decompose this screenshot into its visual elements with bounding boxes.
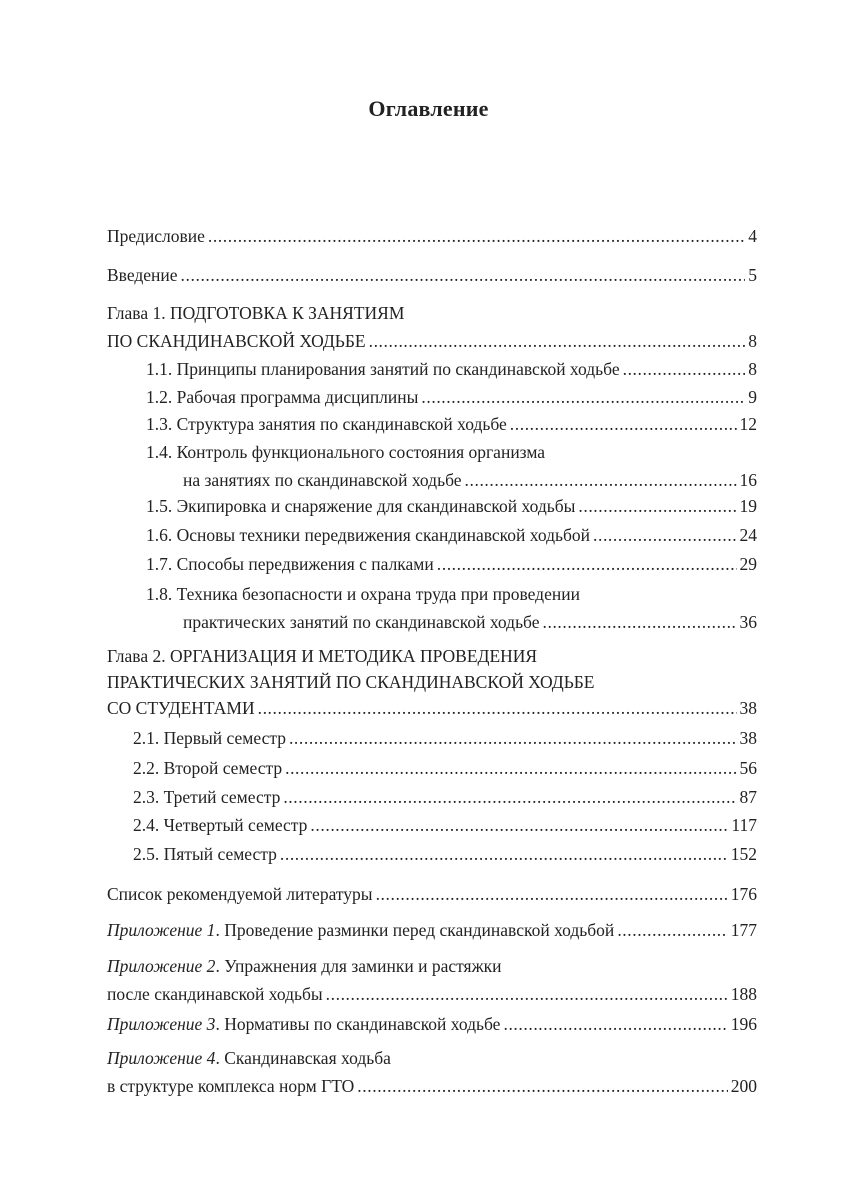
dot-leader (258, 695, 737, 721)
toc-entry-text: 1.2. Рабочая программа дисциплины (146, 387, 419, 407)
toc-entry-text: 1.5. Экипировка и снаряжение для скандинавской ходьбы (146, 496, 576, 516)
dot-leader (593, 521, 737, 549)
toc-entry-section-2-4[interactable] (133, 811, 757, 839)
toc-entry-text: 1.7. Способы передвижения с палками (146, 554, 434, 574)
dot-leader (543, 608, 737, 636)
dot-leader (510, 410, 737, 438)
toc-entry-section-1-4[interactable] (146, 438, 757, 494)
dot-leader (289, 724, 737, 752)
toc-page-number: 38 (739, 728, 757, 748)
toc-entry-text-line2: практических занятий по скандинавской ходьбе (183, 612, 540, 632)
toc-entry-text-line2: после скандинавской ходьбы (107, 984, 323, 1004)
dot-leader (623, 355, 746, 383)
toc-entry-text-line2: на занятиях по скандинавской ходьбе (183, 470, 462, 490)
toc-entry-text: 1.6. Основы техники передвижения скандинавской ходьбой (146, 525, 590, 545)
toc-entry-text: 2.5. Пятый семестр (133, 844, 277, 864)
toc-entry-text-line3: СО СТУДЕНТАМИ (107, 698, 255, 718)
page-title: Оглавление (368, 96, 489, 121)
toc-page-number: 38 (739, 698, 757, 718)
toc-page-number: 8 (748, 331, 757, 351)
toc-entry-text-line1: . Скандинавская ходьба (215, 1048, 391, 1068)
toc-entry-section-1-3[interactable] (146, 410, 757, 438)
toc-page-number: 4 (748, 226, 757, 246)
toc-entry-appendix-2[interactable] (107, 952, 757, 1008)
toc-entry-text: Список рекомендуемой литературы (107, 884, 373, 904)
toc-entry-section-2-3[interactable] (133, 783, 757, 811)
toc-entry-text-line2: ПО СКАНДИНАВСКОЙ ХОДЬБЕ (107, 331, 366, 351)
toc-entry-chapter-1[interactable] (107, 299, 757, 355)
toc-entry-text: 2.4. Четвертый семестр (133, 815, 308, 835)
toc-page-number: 196 (730, 1014, 757, 1034)
toc-page-number: 24 (739, 525, 757, 545)
toc-entry-text-line2: в структуре комплекса норм ГТО (107, 1076, 355, 1096)
dot-leader (280, 840, 728, 868)
dot-leader (578, 492, 736, 520)
toc-page-number: 176 (730, 884, 757, 904)
toc-entry-text-line1: 1.4. Контроль функционального состояния организма (146, 442, 546, 462)
toc-page-number: 9 (748, 387, 757, 407)
dot-leader (283, 783, 736, 811)
toc-page-number: 5 (748, 265, 757, 285)
toc-entry-text-line1: Глава 2. ОРГАНИЗАЦИЯ И МЕТОДИКА ПРОВЕДЕНИЯ (107, 646, 538, 666)
toc-entry-section-1-7[interactable] (146, 550, 757, 578)
toc-entry-section-2-2[interactable] (133, 754, 757, 782)
toc-entry-section-1-8[interactable] (146, 580, 757, 636)
toc-entry-appendix-4[interactable] (107, 1044, 757, 1100)
dot-leader (181, 261, 746, 289)
toc-page-number: 152 (730, 844, 757, 864)
toc-page-number: 36 (739, 612, 757, 632)
toc-entry-section-1-2[interactable] (146, 383, 757, 411)
dot-leader (421, 383, 745, 411)
toc-entry-section-1-6[interactable] (146, 521, 757, 549)
toc-page-number: 188 (730, 984, 757, 1004)
appendix-label: Приложение 1 (107, 920, 216, 940)
toc-entry-text: 2.1. Первый семестр (133, 728, 286, 748)
toc-entry-text: Предисловие (107, 226, 205, 246)
toc-page-number: 87 (739, 787, 757, 807)
toc-entry-introduction[interactable] (107, 261, 757, 289)
toc-page-number: 117 (731, 815, 757, 835)
dot-leader (617, 916, 727, 944)
dot-leader (326, 980, 728, 1008)
dot-leader (285, 754, 736, 782)
toc-page-number: 16 (739, 470, 757, 490)
dot-leader (357, 1072, 727, 1100)
toc-page-number: 29 (739, 554, 757, 574)
dot-leader (208, 222, 745, 250)
toc-entry-section-2-1[interactable] (133, 724, 757, 752)
toc-entry-references[interactable] (107, 880, 757, 908)
toc-entry-text: 1.1. Принципы планирования занятий по скандинавской ходьбе (146, 359, 620, 379)
toc-entry-text-line1: Глава 1. ПОДГОТОВКА К ЗАНЯТИЯМ (107, 303, 405, 323)
toc-page-number: 200 (730, 1076, 757, 1096)
toc-entry-text: 1.3. Структура занятия по скандинавской ходьбе (146, 414, 507, 434)
dot-leader (310, 811, 728, 839)
appendix-label: Приложение 3 (107, 1014, 216, 1034)
toc-page-number: 56 (739, 758, 757, 778)
appendix-label: Приложение 2 (107, 956, 216, 976)
toc-entry-text-line2: ПРАКТИЧЕСКИХ ЗАНЯТИЙ ПО СКАНДИНАВСКОЙ ХОДЬБЕ (107, 672, 595, 692)
toc-entry-text: Введение (107, 265, 178, 285)
toc-entry-preface[interactable] (107, 222, 757, 250)
dot-leader (503, 1010, 727, 1038)
dot-leader (376, 880, 728, 908)
appendix-label: Приложение 4 (107, 1048, 216, 1068)
toc-page-number: 177 (730, 920, 757, 940)
dot-leader (465, 466, 737, 494)
toc-entry-text-line1: 1.8. Техника безопасности и охрана труда при проведении (146, 584, 580, 604)
toc-entry-section-1-5[interactable] (146, 492, 757, 520)
toc-entry-section-1-1[interactable] (146, 355, 757, 383)
dot-leader (437, 550, 737, 578)
toc-entry-text: 2.2. Второй семестр (133, 758, 283, 778)
toc-entry-text-line1: . Упражнения для заминки и растяжки (215, 956, 502, 976)
toc-entry-text: . Проведение разминки перед скандинавской ходьбой (215, 920, 615, 940)
toc-page-number: 19 (739, 496, 757, 516)
toc-entry-appendix-1[interactable] (107, 916, 757, 944)
toc-entry-chapter-2[interactable] (107, 643, 757, 721)
toc-page-number: 8 (748, 359, 757, 379)
toc-entry-text: 2.3. Третий семестр (133, 787, 281, 807)
toc-entry-section-2-5[interactable] (133, 840, 757, 868)
dot-leader (369, 327, 746, 355)
toc-entry-text: . Нормативы по скандинавской ходьбе (215, 1014, 501, 1034)
toc-entry-appendix-3[interactable] (107, 1010, 757, 1038)
toc-page-number: 12 (739, 414, 757, 434)
